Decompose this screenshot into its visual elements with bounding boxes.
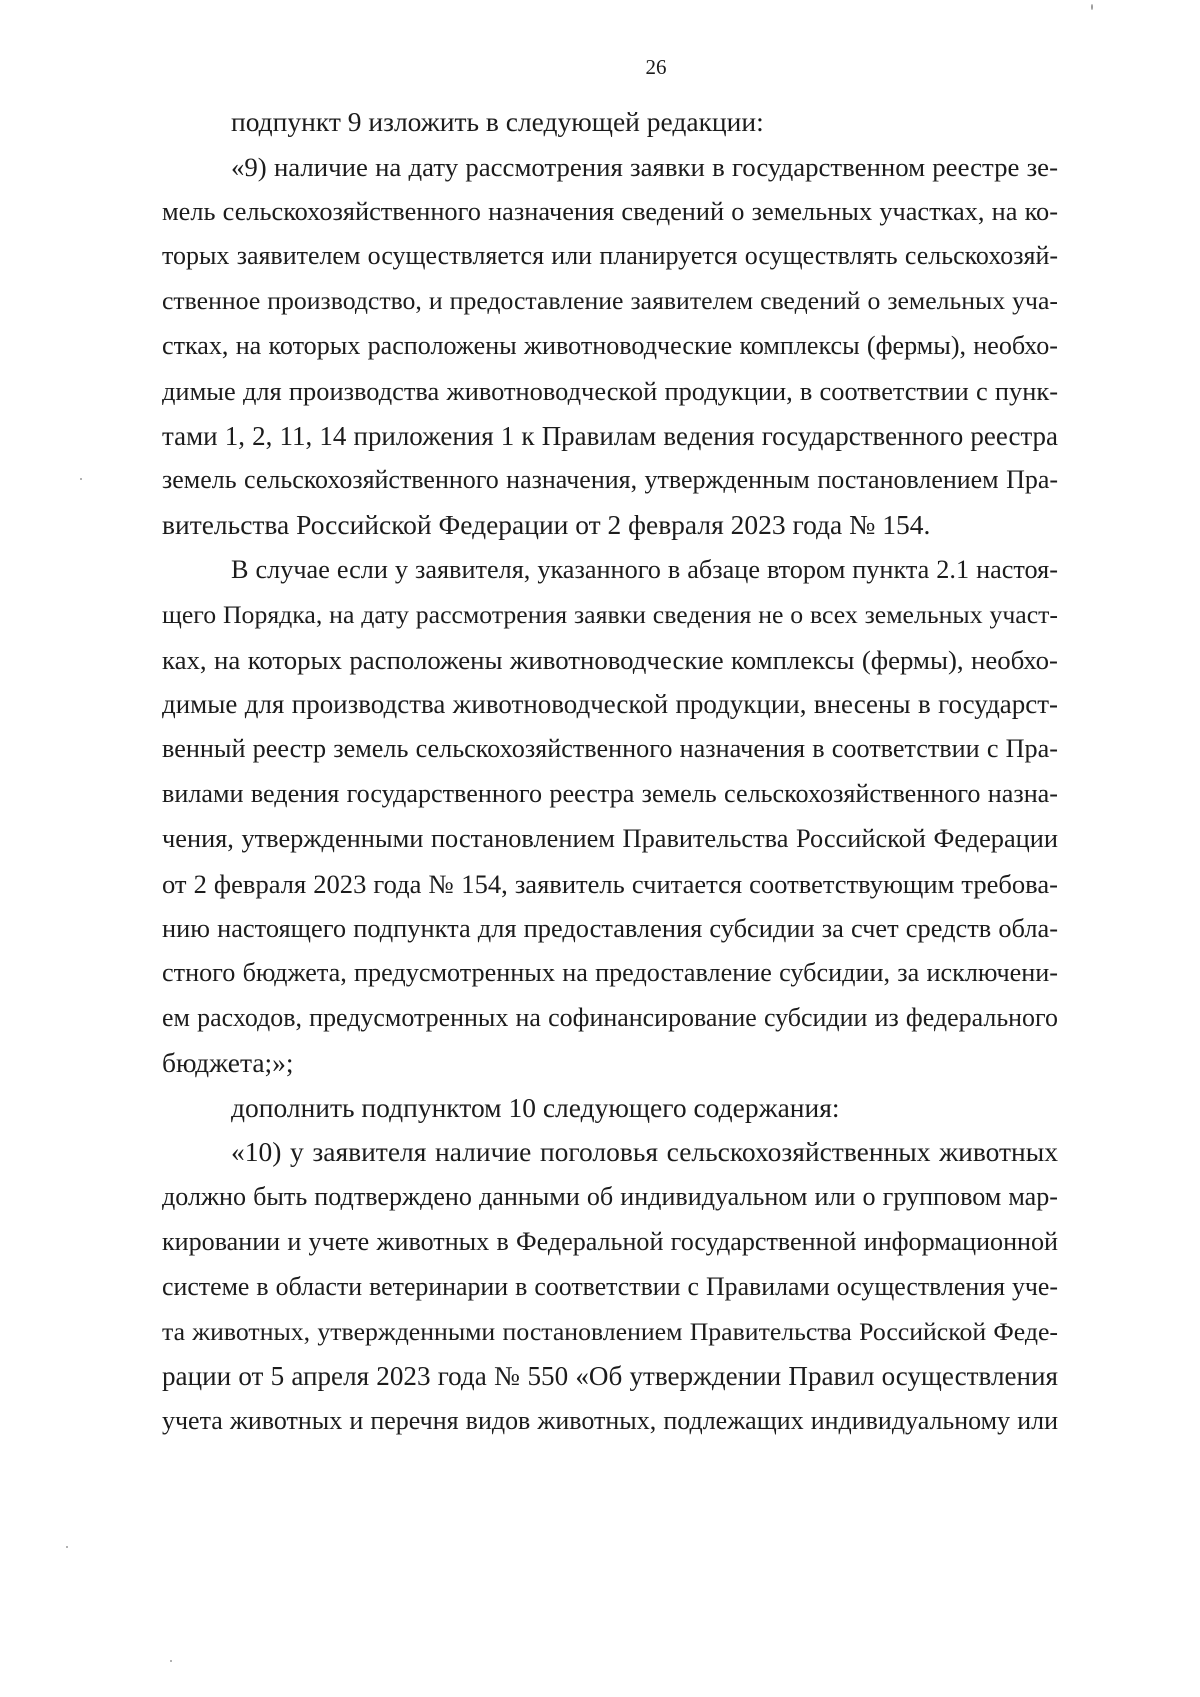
text-line: ках, на которых расположены животноводческие комплексы (фермы), необхо- xyxy=(162,644,1058,675)
text-line: тами 1, 2, 11, 14 приложения 1 к Правилам ведения государственного реестра xyxy=(162,420,1058,451)
text-line: от 2 февраля 2023 года № 154, заявитель считается соответствующим требова- xyxy=(162,868,1058,899)
text-line: та животных, утвержденными постановлением Правительства Российской Феде- xyxy=(162,1316,1058,1346)
scan-speck xyxy=(1091,4,1093,10)
text-line: должно быть подтверждено данными об индивидуальном или о групповом мар- xyxy=(162,1182,1058,1212)
text-line: вительства Российской Федерации от 2 февраля 2023 года № 154. xyxy=(162,509,931,541)
text-line: димые для производства животноводческой продукции, внесены в государст- xyxy=(162,689,1058,720)
text-line: чения, утвержденными постановлением Правительства Российской Федерации xyxy=(162,823,1058,853)
text-line: димые для производства животноводческой продукции, в соответствии с пунк- xyxy=(162,375,1058,406)
text-line: кировании и учете животных в Федеральной государственной информационной xyxy=(162,1226,1058,1256)
text-line: вилами ведения государственного реестра земель сельскохозяйственного назна- xyxy=(162,778,1058,808)
text-line: учета животных и перечня видов животных, подлежащих индивидуальному или xyxy=(162,1406,1058,1436)
text-line: «10) у заявителя наличие поголовья сельскохозяйственных животных xyxy=(231,1136,1058,1168)
text-line: земель сельскохозяйственного назначения, утвержденным постановлением Пра- xyxy=(162,465,1058,495)
text-line: рации от 5 апреля 2023 года № 550 «Об утверждении Правил осуществления xyxy=(162,1361,1058,1392)
text-line: подпункт 9 изложить в следующей редакции: xyxy=(231,106,764,137)
text-line: стках, на которых расположены животноводческие комплексы (фермы), необхо- xyxy=(162,330,1058,360)
text-line: В случае если у заявителя, указанного в абзаце втором пункта 2.1 настоя- xyxy=(231,554,1058,584)
document-body xyxy=(162,100,1058,1444)
text-line: нию настоящего подпункта для предоставления субсидии за счет средств обла- xyxy=(162,913,1058,944)
text-line: ственное производство, и предоставление заявителем сведений о земельных уча- xyxy=(162,286,1058,316)
text-line: стного бюджета, предусмотренных на предоставление субсидии, за исключени- xyxy=(162,958,1058,988)
text-line: мель сельскохозяйственного назначения сведений о земельных участках, на ко- xyxy=(162,196,1058,226)
text-line: венный реестр земель сельскохозяйственного назначения в соответствии с Пра- xyxy=(162,734,1058,764)
scan-speck xyxy=(170,1660,172,1662)
text-line: ем расходов, предусмотренных на софинансирование субсидии из федерального xyxy=(162,1002,1058,1032)
scan-speck xyxy=(66,1546,68,1548)
text-line: бюджета;»; xyxy=(162,1046,294,1078)
text-line: системе в области ветеринарии в соответствии с Правилами осуществления уче- xyxy=(162,1271,1058,1301)
text-line: «9) наличие на дату рассмотрения заявки в государственном реестре зе- xyxy=(231,151,1058,182)
text-line: торых заявителем осуществляется или планируется осуществлять сельскохозяй- xyxy=(162,241,1058,271)
scan-speck xyxy=(80,478,82,480)
text-line: щего Порядка, на дату рассмотрения заявки сведения не о всех земельных участ- xyxy=(162,599,1058,629)
page-number: 26 xyxy=(645,55,667,79)
text-line: дополнить подпунктом 10 следующего содержания: xyxy=(231,1091,840,1123)
